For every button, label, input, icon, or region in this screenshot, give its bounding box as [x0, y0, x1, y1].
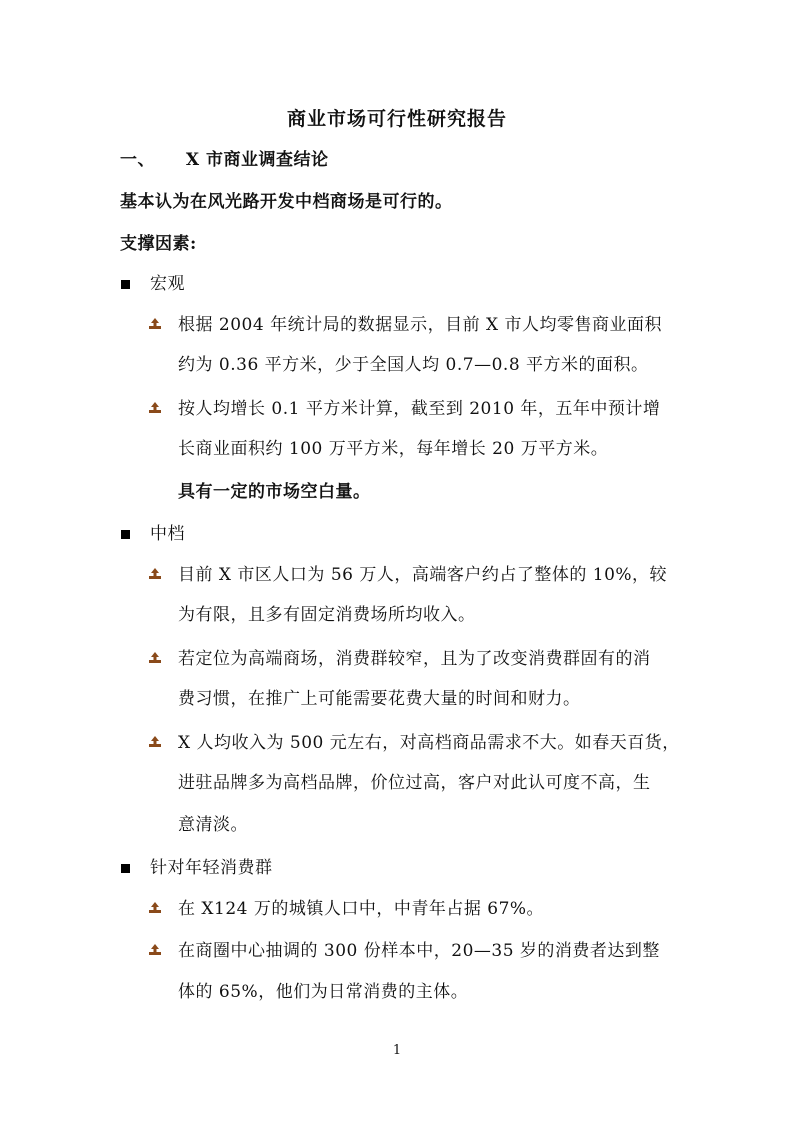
conclusion-text: 基本认为在风光路开发中档商场是可行的。 [120, 192, 453, 212]
list-item-line: 在 X124 万的城镇人口中，中青年占据 67%。 [178, 899, 545, 919]
list-item-line: 根据 2004 年统计局的数据显示，目前 X 市人均零售商业面积 [178, 315, 662, 335]
arrow-bullet-icon [148, 901, 162, 915]
list-item-line: 为有限，且多有固定消费场所均收入。 [178, 605, 476, 625]
factors-label: 支撑因素: [120, 234, 197, 254]
list-item-line: 在商圈中心抽调的 300 份样本中，20—35 岁的消费者达到整 [178, 941, 660, 961]
list-item-line: 费习惯，在推广上可能需要花费大量的时间和财力。 [178, 689, 581, 709]
section-heading [120, 148, 328, 172]
list-item-line: 目前 X 市区人口为 56 万人，高端客户约占了整体的 10%，较 [178, 565, 668, 585]
arrow-bullet-icon [148, 317, 162, 331]
document-title: 商业市场可行性研究报告 [286, 108, 507, 130]
list-item-line: 体的 65%，他们为日常消费的主体。 [178, 982, 469, 1002]
group-heading: 宏观 [150, 274, 185, 294]
arrow-bullet-icon [148, 567, 162, 581]
group-heading: 针对年轻消费群 [150, 858, 273, 878]
arrow-bullet-icon [148, 943, 162, 957]
list-item-line: 长商业面积约 100 万平方米，每年增长 20 万平方米。 [178, 439, 609, 459]
section-number: 一、 [120, 150, 155, 170]
black-square-icon [121, 864, 130, 873]
black-square-icon [121, 530, 130, 539]
list-item-line: X 人均收入为 500 元左右，对高档商品需求不大。如春天百货， [178, 733, 680, 753]
list-item-line: 意清淡。 [178, 815, 248, 835]
list-item-line: 进驻品牌多为高档品牌，价位过高，客户对此认可度不高，生 [178, 773, 651, 793]
black-square-icon [121, 280, 130, 289]
list-item-line: 若定位为高端商场，消费群较窄，且为了改变消费群固有的消 [178, 649, 651, 669]
page-number: 1 [392, 1043, 402, 1058]
list-item-line: 按人均增长 0.1 平方米计算，截至到 2010 年，五年中预计增 [178, 399, 661, 419]
group-summary: 具有一定的市场空白量。 [178, 482, 371, 502]
arrow-bullet-icon [148, 735, 162, 749]
section-title: X 市商业调查结论 [185, 150, 329, 170]
arrow-bullet-icon [148, 401, 162, 415]
group-heading: 中档 [150, 524, 185, 544]
list-item-line: 约为 0.36 平方米，少于全国人均 0.7—0.8 平方米的面积。 [178, 355, 649, 375]
arrow-bullet-icon [148, 651, 162, 665]
